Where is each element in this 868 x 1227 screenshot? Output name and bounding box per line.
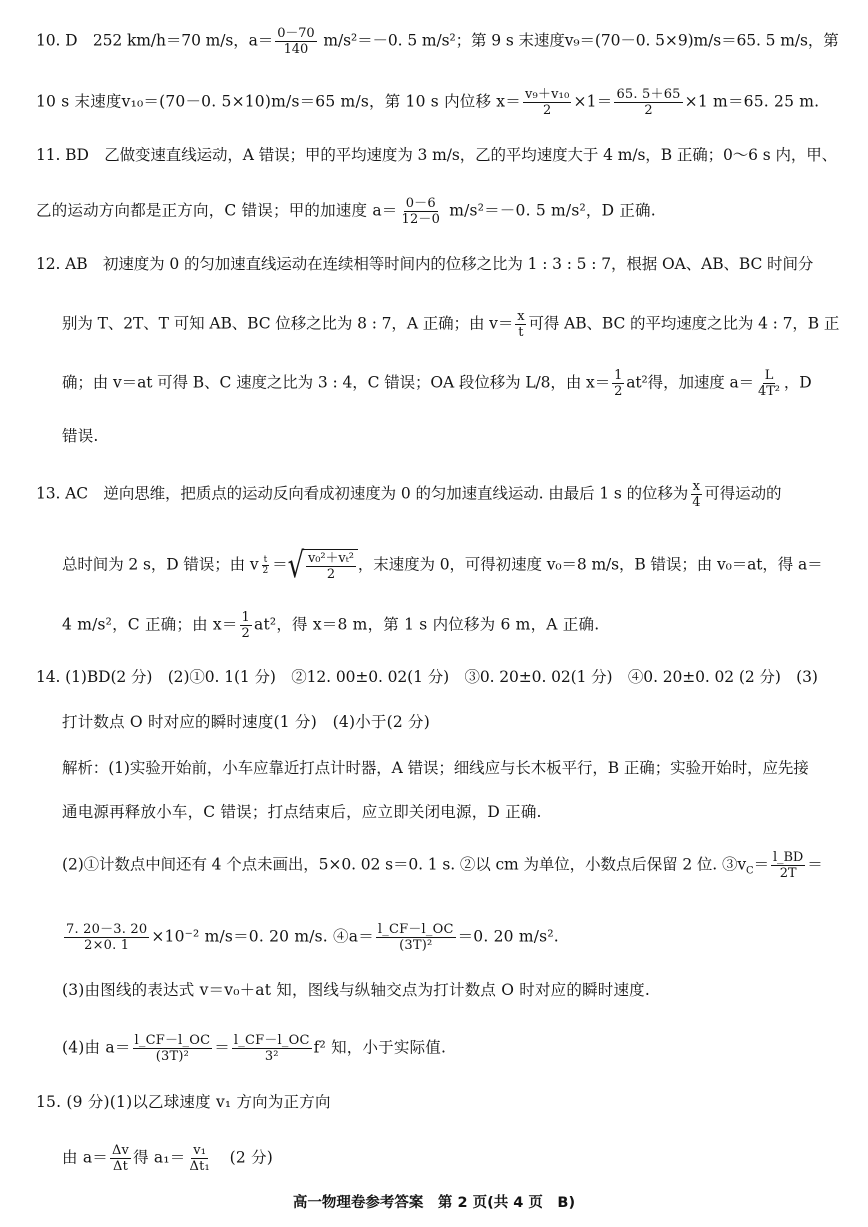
q10-line-1: 10. D 252 km/h＝70 m/s，a＝ $\frac{0-70}{140}$ m/s²＝－0. 5 m/s²；第 9 s 末速度v₉＝(70－0. 5×9)m/s＝65. 5 m/s，第 (36, 26, 839, 57)
fraction: $\frac{1}{2}$ (614, 368, 623, 399)
radical-sign: √ (287, 545, 305, 586)
q14-line-5: (2)①计数点中间还有 4 个点未画出，5×0. 02 s＝0. 1 s. ②以 cm 为单位，小数点后保留 2 位. $③v_C=$ $\frac{l\_BD}{2T}$ ＝ (62, 850, 823, 881)
q12-line-4: 错误. (62, 427, 99, 445)
q11-line-2: 乙的运动方向都是正方向，C 错误；甲的加速度 a＝ $\frac{0-6}{12-0}$ m/s²＝－0. 5 m/s²，D 正确. (36, 196, 656, 227)
fraction: $\frac{\Delta v}{\Delta t}$ (111, 1143, 130, 1174)
q15-line-1: 15. (9 分)(1)以乙球速度 v₁ 方向为正方向 (36, 1093, 331, 1111)
fraction: $\frac{0-70}{140}$ (277, 26, 315, 57)
fraction: $\frac{0-6}{12-0}$ (401, 196, 441, 227)
fraction: $\frac{\text{v₁}}{\text{Δt₁}}$ (189, 1143, 210, 1174)
q13-line-2: 总时间为 2 s，D 错误；由 v $\frac{t}{2}$ ＝ √ $\frac{\text{v₀²＋vₜ²}}{2}$ ，末速度为 0，可得初速度 v₀＝8 m/s，B 错误；由 v₀＝at，得 a＝ (62, 545, 823, 586)
q15-line-2: 由 a＝ $\frac{\Delta v}{\Delta t}$ 得 a₁＝ $\frac{\text{v₁}}{\text{Δt₁}}$ (2 分) (62, 1143, 274, 1174)
fraction: $\frac{l\_CF-l\_OC}{\text{(3T)²}}$ (377, 922, 454, 953)
page-footer (0, 1193, 868, 1213)
fraction: $\frac{\text{v₉＋v₁₀}}{2}$ (524, 87, 570, 118)
fraction: $\frac{7. 20-3. 20}{2\times 0. 1}$ (66, 922, 148, 953)
fraction: $\frac{l\_CF-l\_OC}{\text{(3T)²}}$ (134, 1033, 211, 1064)
fraction: $\frac{\text{v₀²＋vₜ²}}{2}$ (308, 551, 354, 582)
q12-line-2: 别为 T、2T、T 可知 AB、BC 位移之比为 8 : 7，A 正确；由 v＝ $\frac{x}{t}$ 可得 AB、BC 的平均速度之比为 4 : 7，B 正 (62, 309, 840, 340)
q14-line-2: 打计数点 O 时对应的瞬时速度(1 分) (4)小于(2 分) (62, 713, 430, 731)
q13-line-1: 13. AC 逆向思维，把质点的运动反向看成初速度为 0 的匀加速直线运动. 由最后 1 s 的位移为 $\frac{x}{4}$ 可得运动的 (36, 479, 782, 510)
q14-line-6: $\frac{7. 20-3. 20}{2\times 0. 1}$ ×10⁻² m/s＝0. 20 m/s. ④a＝ $\frac{l\_CF-l\_OC}{\text{(3T)²}}$ ＝0. 20 m/s². (66, 922, 559, 953)
square-root (287, 545, 358, 586)
q14-line-1: 14. (1)BD(2 分) (2)①0. 1(1 分) ②12. 00±0. 02(1 分) ③0. 20±0. 02(1 分) ④0. 20±0. 02 (2 分) (3) (36, 668, 818, 686)
q12-line-3: 确；由 v＝at 可得 B、C 速度之比为 3 : 4，C 错误；OA 段位移为 L/8，由 x＝ $\frac{1}{2}$ at²得，加速度 a＝ $\frac{L}{\text{4T²}}$ ，D (62, 368, 812, 399)
fraction: $\frac{65. 5+65}{2}$ (616, 87, 681, 118)
footer-title: 高一物理卷参考答案 (292, 1195, 424, 1211)
q14-line-4: 通电源再释放小车，C 错误；打点结束后，应立即关闭电源，D 正确. (62, 803, 542, 821)
fraction: $\frac{L}{\text{4T²}}$ (758, 368, 780, 399)
subscript-fraction: $\frac{t}{2}$ (262, 555, 269, 576)
q11-line-1: 11. BD 乙做变速直线运动，A 错误；甲的平均速度为 3 m/s，乙的平均速度大于 4 m/s，B 正确；0～6 s 内，甲、 (36, 146, 838, 164)
fraction: $\frac{1}{2}$ (241, 610, 251, 641)
fraction: $\frac{l\_BD}{2T}$ (772, 850, 804, 881)
footer-page-number: 第 2 页(共 4 页 B) (437, 1195, 576, 1211)
q12-line-1: 12. AB 初速度为 0 的匀加速直线运动在连续相等时间内的位移之比为 1 : 3 : 5 : 7，根据 OA、AB、BC 时间分 (36, 255, 814, 273)
q14-line-7: (3)由图线的表达式 v＝v₀＋at 知，图线与纵轴交点为打计数点 O 时对应的瞬时速度. (62, 981, 650, 999)
fraction: $\frac{l\_CF-l\_OC}{\text{3²}}$ (233, 1033, 310, 1064)
q14-line-8: (4)由 a＝ $\frac{l\_CF-l\_OC}{\text{(3T)²}}$ ＝ $\frac{l\_CF-l\_OC}{\text{3²}}$ f² 知，小于实际值. (62, 1033, 447, 1064)
q14-line-3: 解析：(1)实验开始前，小车应靠近打点计时器，A 错误；细线应与长木板平行，B 正确；实验开始时，应先接 (62, 759, 809, 777)
fraction: $\frac{x}{t}$ (517, 309, 525, 340)
q10-line-2: 10 s 末速度v₁₀＝(70－0. 5×10)m/s＝65 m/s，第 10 s 内位移 x＝ $\frac{\text{v₉＋v₁₀}}{2}$ ×1＝ $\frac{65. 5+65}{2}$ ×1 m＝65. 25 m. (36, 87, 820, 118)
fraction: $\frac{x}{4}$ (692, 479, 701, 510)
q13-line-3: 4 m/s²，C 正确；由 x＝ $\frac{1}{2}$ at²，得 x＝8 m，第 1 s 内位移为 6 m，A 正确. (62, 610, 600, 641)
